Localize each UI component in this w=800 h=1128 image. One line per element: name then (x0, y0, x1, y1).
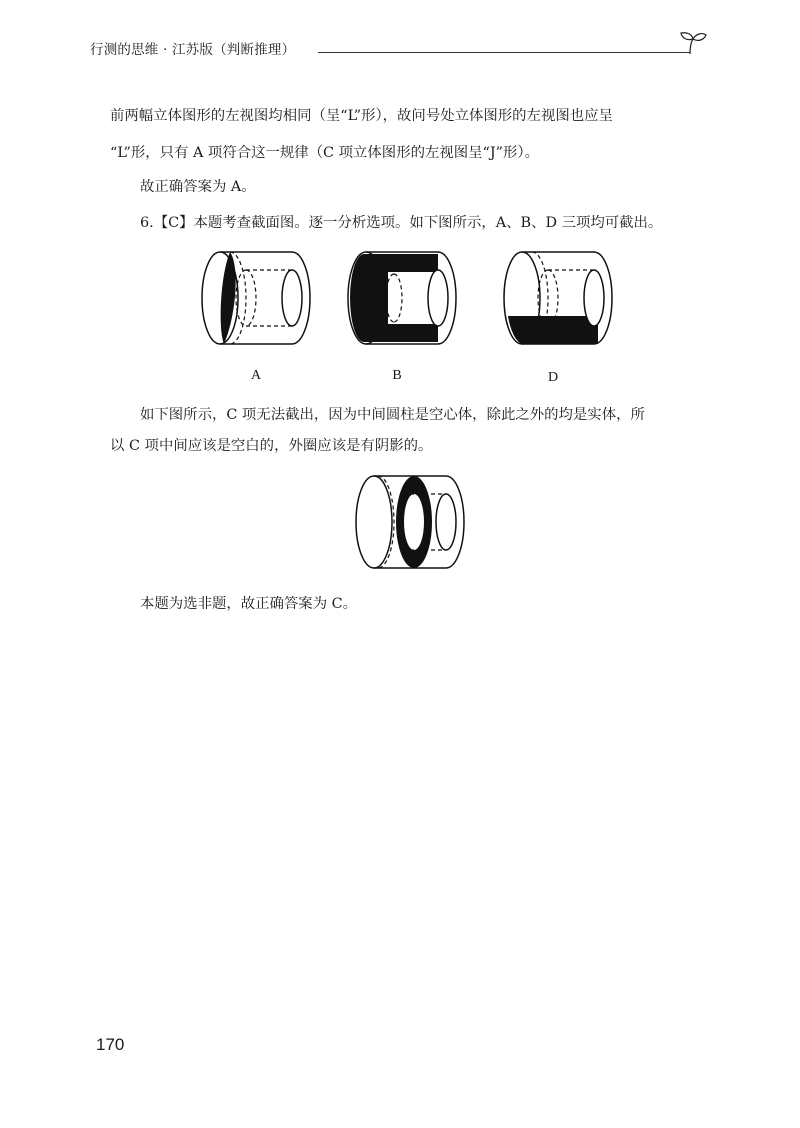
page-number: 170 (96, 1035, 125, 1054)
running-header (90, 36, 710, 66)
figure-label: A (250, 368, 262, 383)
header-rule (318, 52, 690, 53)
answer-line: 本题为选非题，故正确答案为 C。 (140, 596, 358, 612)
paragraph-line: 以 C 项中间应该是空白的，外圈应该是有阴影的。 (110, 438, 433, 454)
figure-label: B (392, 368, 402, 383)
paragraph-line: 如下图所示，C 项无法截出，因为中间圆柱是空心体，除此之外的均是实体，所 (140, 407, 645, 423)
running-title: 行测的思维 · 江苏版（判断推理） (90, 42, 296, 58)
question-6-explanation: 6.【C】本题考查截面图。逐一分析选项。如下图所示，A、B、D 三项均可截出。 (140, 215, 663, 231)
paragraph-line: “L”形，只有 A 项符合这一规律（C 项立体图形的左视图呈“J”形）。 (110, 145, 539, 161)
paragraph-line: 前两幅立体图形的左视图均相同（呈“L”形），故问号处立体图形的左视图也应呈 (110, 108, 613, 124)
figure-d (498, 246, 618, 358)
sprout-icon (678, 30, 708, 56)
figure-a (196, 246, 316, 356)
figure-c (350, 470, 470, 582)
figure-b (342, 246, 462, 356)
answer-line: 故正确答案为 A。 (140, 179, 256, 195)
figure-label: D (547, 370, 559, 385)
